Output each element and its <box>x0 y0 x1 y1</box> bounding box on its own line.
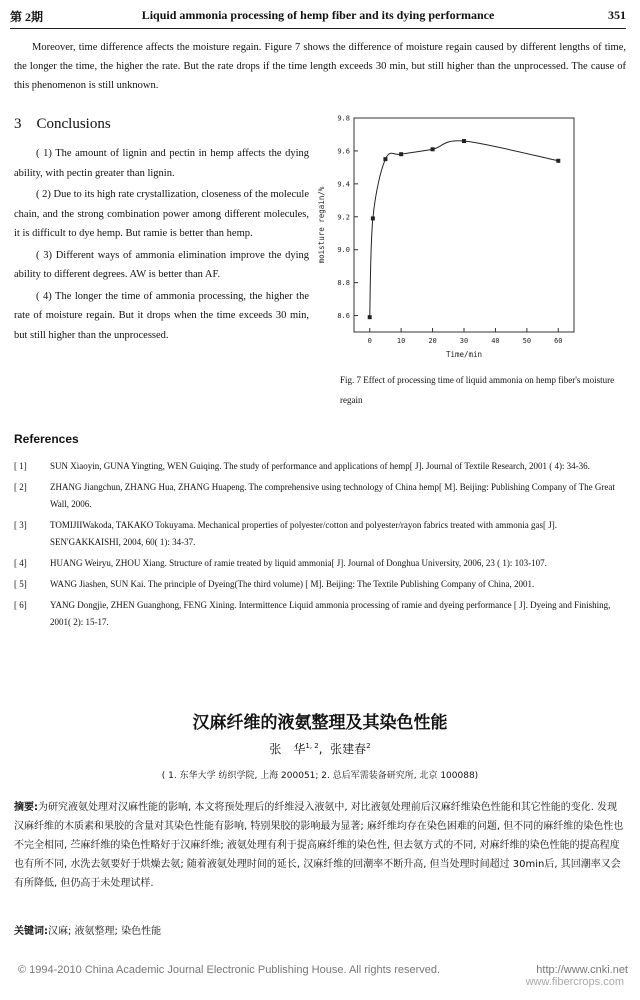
section-number: 3 <box>14 116 22 132</box>
reference-number: [ 5] <box>14 579 27 589</box>
data-point <box>383 157 387 161</box>
reference-text: HUANG Weiryu, ZHOU Xiang. Structure of ramie treated by liquid ammonia[ J]. Journal of Donghua University, 2006, 23 ( 1): 103-107. <box>50 558 547 568</box>
chart-svg <box>312 110 582 365</box>
chinese-keywords <box>14 922 626 937</box>
y-tick-label: 9.6 <box>337 147 350 156</box>
reference-item <box>14 479 626 513</box>
conclusion-item: ( 1) The amount of lignin and pectin in hemp affects the dying ability, with pectin greater than lignin. <box>14 148 309 179</box>
reference-number: [ 1] <box>14 461 27 471</box>
abstract-label: 摘要: <box>14 802 38 813</box>
y-axis-label: moisture regain/% <box>317 186 326 264</box>
reference-text: YANG Dongjie, ZHEN Guanghong, FENG Xining. Intermittence Liquid ammonia processing of ramie and dyeing performance [ J]. Dyeing and Finishing, 2001( 2): 15-17. <box>50 600 611 627</box>
reference-item <box>14 517 626 551</box>
data-point <box>556 159 560 163</box>
reference-item <box>14 597 626 631</box>
section-title: Conclusions <box>36 116 111 132</box>
reference-text: TOMIJIIWakoda, TAKAKO Tokuyama. Mechanical properties of polyester/cotton and polyester/rayon fabrics treated with ammonia gas[ J]. SEN'GAKKAISHI, 2004, 60( 1): 34-37. <box>50 520 558 547</box>
reference-number: [ 4] <box>14 558 27 568</box>
keywords-text: 汉麻; 液氨整理; 染色性能 <box>48 926 162 937</box>
reference-text: SUN Xiaoyin, GUNA Yingting, WEN Guiqing. The study of performance and applications of hemp[ J]. Journal of Textile Research, 2001 ( 4): 34-36. <box>50 461 590 471</box>
section-heading <box>14 116 111 133</box>
figure-7-chart <box>312 110 582 365</box>
reference-item <box>14 576 626 593</box>
plot-frame <box>354 118 574 332</box>
author-affiliation-mark: 1, 2 <box>305 742 319 750</box>
header-rule <box>10 28 626 29</box>
y-tick-label: 9.8 <box>337 114 350 123</box>
abstract-text: 为研究液氨处理对汉麻性能的影响, 本文将预处理后的纤维浸入液氨中, 对比液氨处理前后汉麻纤维染色性能和其它性能的变化. 发现汉麻纤维的木质素和果胶的含量对其染色性能有影响, 特别果胶的影响最为显著; 麻纤维均存在染色困难的问题, 但不同的麻纤维的染色性也不完全相同, 苎麻纤维的染色性略好于汉麻纤维; 液氨处理有利于提高麻纤维的染色性, 但去氨方式的不同, 对麻纤维的染色性能的提高程度也有所不同, 水洗去氨要好于烘燥去氨; 随着液氨处理时间的延长, 汉麻纤维的回潮率不断升高, 但当处理时间超过 30min后, 其回潮率又会有所降低, 但仍高于未处理试样. <box>14 802 624 889</box>
reference-number: [ 6] <box>14 600 27 610</box>
y-tick-label: 9.0 <box>337 246 350 255</box>
data-point <box>399 152 403 156</box>
reference-item <box>14 555 626 572</box>
data-point <box>368 315 372 319</box>
page-header <box>10 8 626 30</box>
x-tick-label: 0 <box>367 337 372 345</box>
figure-caption: Fig. 7 Effect of processing time of liquid ammonia on hemp fiber's moisture regain <box>340 375 615 405</box>
author-name: 张建春 <box>330 742 367 756</box>
x-tick-label: 30 <box>459 337 469 345</box>
reference-text: ZHANG Jiangchun, ZHANG Hua, ZHANG Huapeng. The comprehensive using technology of China hemp[ M]. Beijing: Publishing Company of The Great Wall, 2006. <box>50 482 615 509</box>
x-axis-label: Time/min <box>445 350 483 359</box>
conclusion-item: ( 2) Due to its high rate crystallization, closeness of the molecule chain, and the strong combination power among different molecules, it is difficult to dye hemp. But ramie is better than hemp. <box>14 189 309 239</box>
intro-paragraph: Moreover, time difference affects the moisture regain. Figure 7 shows the difference of moisture regain caused by different lengths of time, the longer the time, the higher the rate. But the rate drops if the time length exceeds 30 min, but still higher than the unprocessed. The cause of this phenomenon is still unknown. <box>14 42 626 91</box>
copyright-text: © 1994-2010 China Academic Journal Electronic Publishing House. All rights reserved. <box>18 964 441 976</box>
conclusion-item: ( 3) Different ways of ammonia elimination improve the dying ability to different degrees. AW is better than AF. <box>14 249 309 280</box>
data-point <box>462 139 466 143</box>
chinese-abstract <box>14 798 626 893</box>
reference-number: [ 3] <box>14 520 27 530</box>
y-tick-label: 8.6 <box>337 312 350 321</box>
reference-number: [ 2] <box>14 482 27 492</box>
reference-item <box>14 458 626 475</box>
conclusion-item: ( 4) The longer the time of ammonia processing, the higher the rate of moisture regain. But it drops when the time exceeds 30 min, but still higher than the unprocessed. <box>14 290 309 341</box>
references-list <box>14 458 626 635</box>
chinese-affiliation: ( 1. 东华大学 纺织学院, 上海 200051; 2. 总后军需装备研究所, 北京 100088) <box>161 771 479 781</box>
references-title: References <box>14 432 79 446</box>
chinese-authors: 张 华$^{1, 2}$, 张建春$^2$ <box>269 742 371 756</box>
x-tick-label: 40 <box>491 337 500 345</box>
y-tick-label: 9.2 <box>337 213 350 222</box>
running-title: Liquid ammonia processing of hemp fiber and its dying performance <box>141 8 495 22</box>
series-line <box>370 141 559 317</box>
watermark: www.fibercrops.com <box>525 976 624 988</box>
x-tick-label: 60 <box>554 337 563 345</box>
page-number: 351 <box>608 8 626 22</box>
y-tick-label: 9.4 <box>337 180 350 189</box>
data-point <box>431 147 435 151</box>
x-tick-label: 20 <box>428 337 437 345</box>
data-point <box>371 216 375 220</box>
author-affiliation-mark: 2 <box>366 742 371 750</box>
chinese-title: 汉麻纤维的液氨整理及其染色性能 <box>192 713 448 733</box>
reference-text: WANG Jiashen, SUN Kai. The principle of Dyeing(The third volume) [ M]. Beijing: The Textile Publishing Company of China, 2001. <box>50 579 535 589</box>
page-footer <box>18 964 628 976</box>
x-tick-label: 50 <box>522 337 532 345</box>
keywords-label: 关键词: <box>14 926 48 937</box>
conclusions-list <box>14 144 309 347</box>
y-tick-label: 8.8 <box>337 279 350 288</box>
site-link[interactable]: http://www.cnki.net <box>536 964 628 976</box>
issue-number: 第 2期 <box>10 10 44 24</box>
author-name: 张 华 <box>269 742 306 756</box>
x-tick-label: 10 <box>396 337 406 345</box>
